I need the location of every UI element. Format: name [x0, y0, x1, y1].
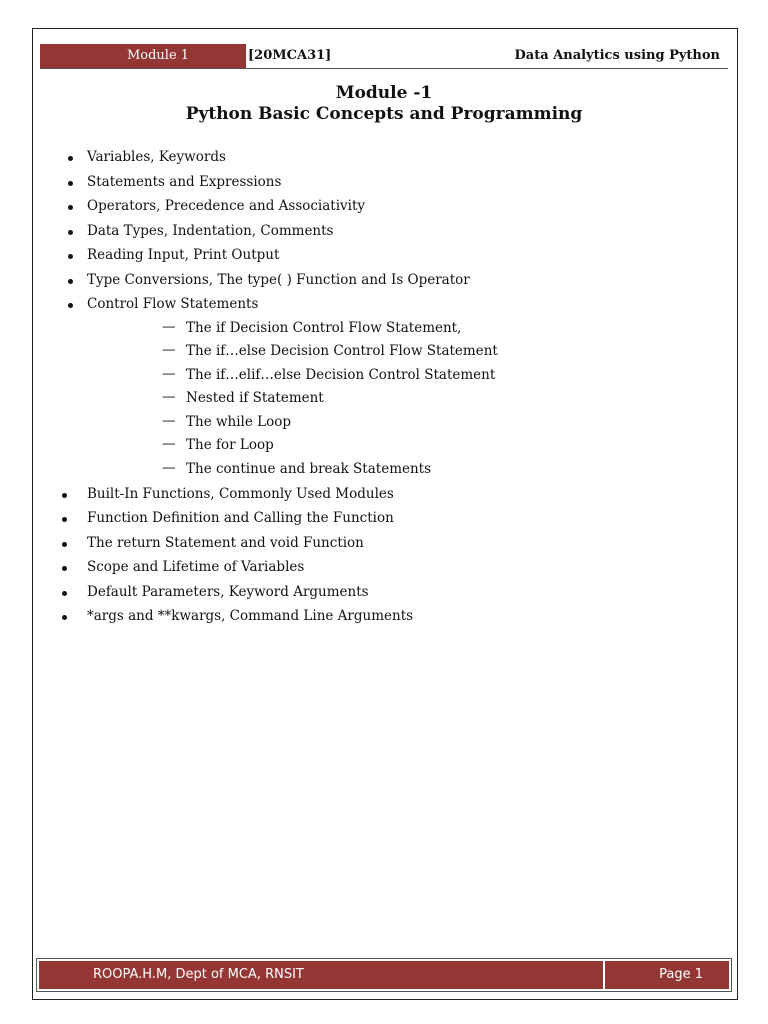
- list-item: Operators, Precedence and Associativity: [62, 195, 722, 220]
- sub-list-item: — Nested if Statement: [162, 389, 324, 407]
- dash-icon: —: [162, 318, 176, 335]
- bullet-icon: [62, 493, 67, 498]
- list-item: Function Definition and Calling the Function: [62, 507, 722, 532]
- list-item: Control Flow Statements: [62, 293, 722, 318]
- list-item: Scope and Lifetime of Variables: [62, 556, 722, 581]
- sub-list-item: — The for Loop: [162, 436, 274, 454]
- bullet-icon: [62, 542, 67, 547]
- sub-list-item: — The continue and break Statements: [162, 460, 432, 478]
- module-label: Module 1: [40, 44, 246, 68]
- bullet-icon: [62, 517, 67, 522]
- topic-list: [62, 146, 722, 630]
- bullet-icon: [62, 615, 67, 620]
- dash-icon: —: [162, 460, 176, 477]
- bullet-icon: [62, 566, 67, 571]
- bullet-icon: [68, 205, 73, 210]
- module-heading: Module -1: [335, 83, 433, 103]
- bullet-icon: [68, 279, 73, 284]
- footer-author: ROOPA.H.M, Dept of MCA, RNSIT: [39, 961, 603, 989]
- list-item: Reading Input, Print Output: [62, 244, 722, 269]
- sub-list-item: — The if Decision Control Flow Statement,: [162, 318, 462, 336]
- list-item: Type Conversions, The type( ) Function and Is Operator: [62, 269, 722, 294]
- list-item: *args and **kwargs, Command Line Arguments: [62, 605, 722, 630]
- dash-icon: —: [162, 412, 176, 429]
- dash-icon: —: [162, 365, 176, 382]
- list-item: Statements and Expressions: [62, 171, 722, 196]
- dash-icon: —: [162, 389, 176, 406]
- bullet-icon: [62, 591, 67, 596]
- page-footer: [36, 958, 732, 992]
- sub-list-item: — The while Loop: [162, 412, 292, 430]
- sub-list-item: — The if…elif…else Decision Control Statement: [162, 365, 496, 383]
- page-number: Page 1: [605, 961, 729, 989]
- sub-list-item: — The if…else Decision Control Flow Statement: [162, 342, 498, 360]
- module-subheading: Python Basic Concepts and Programming: [185, 104, 583, 124]
- list-item: Default Parameters, Keyword Arguments: [62, 581, 722, 606]
- page-header: [40, 44, 728, 69]
- course-code: [20MCA31]: [248, 48, 332, 63]
- list-item: Built-In Functions, Commonly Used Modules: [62, 483, 722, 508]
- list-item: Variables, Keywords: [62, 146, 722, 171]
- list-item: Data Types, Indentation, Comments: [62, 220, 722, 245]
- bullet-icon: [68, 181, 73, 186]
- bullet-icon: [68, 303, 73, 308]
- dash-icon: —: [162, 342, 176, 359]
- course-title: Data Analytics using Python: [514, 48, 720, 63]
- bullet-icon: [68, 156, 73, 161]
- bullet-icon: [68, 254, 73, 259]
- list-item: The return Statement and void Function: [62, 532, 722, 557]
- dash-icon: —: [162, 436, 176, 453]
- bullet-icon: [68, 230, 73, 235]
